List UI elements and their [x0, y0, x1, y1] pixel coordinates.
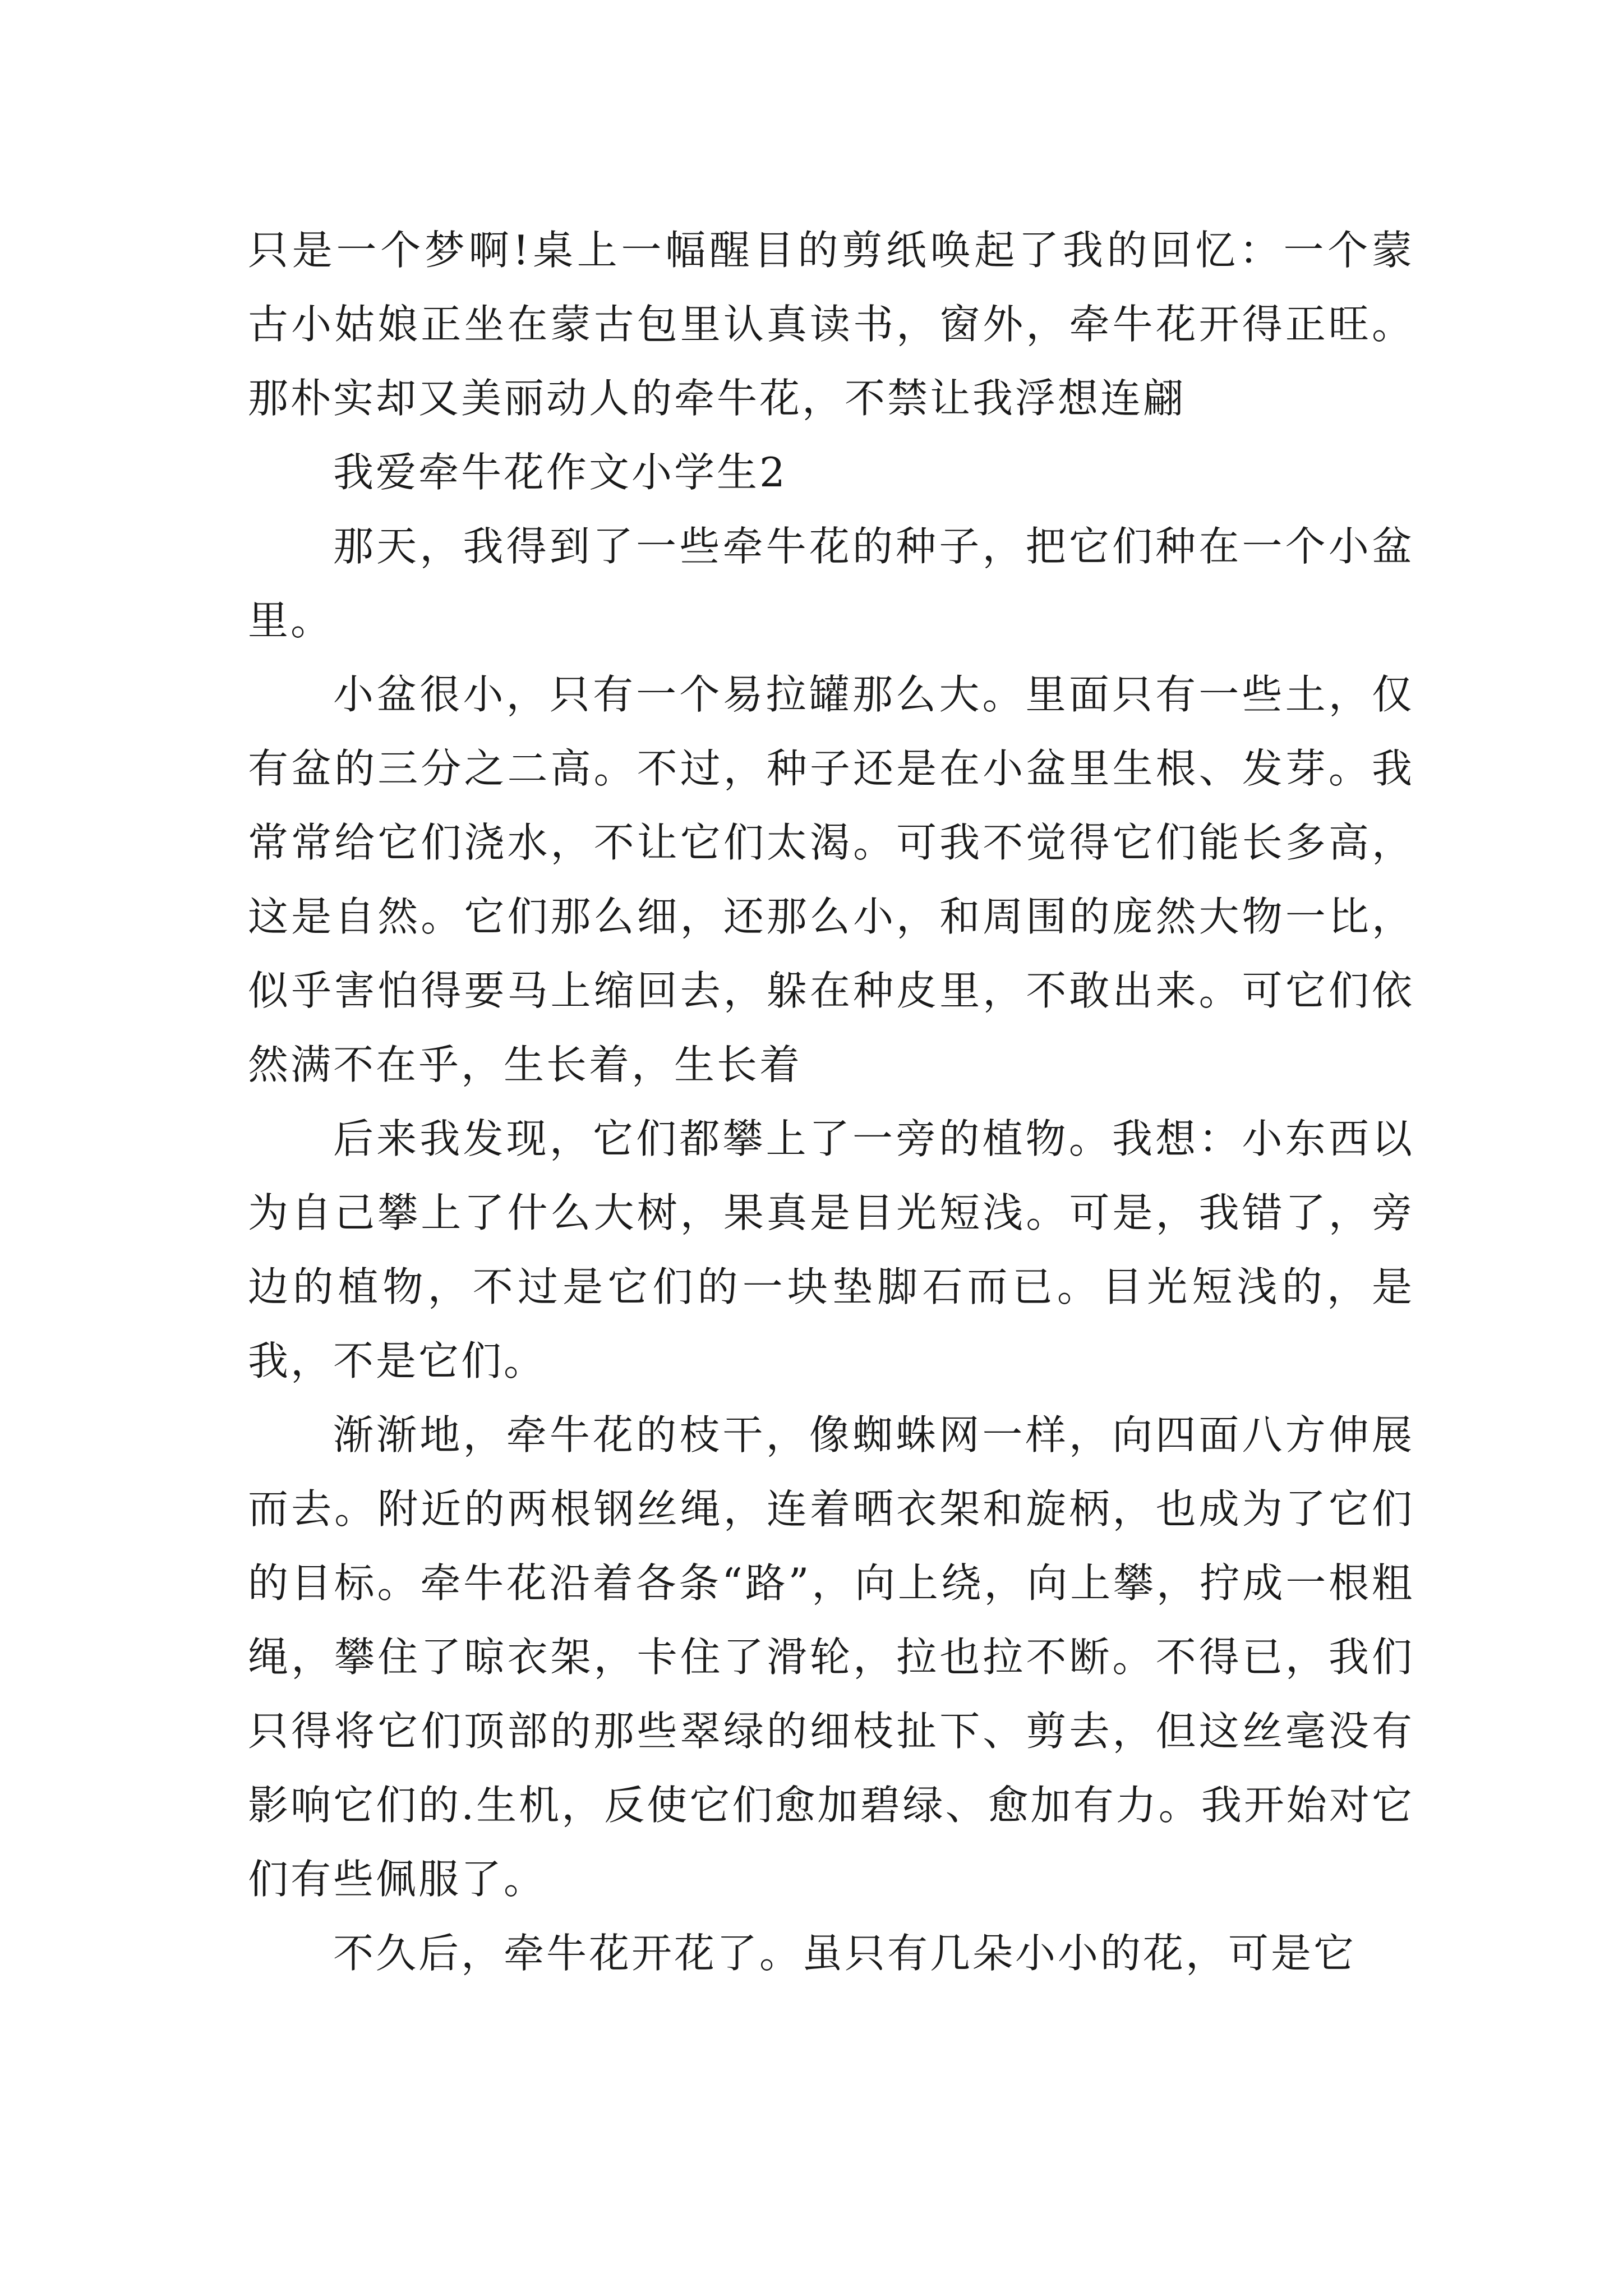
paragraph-3: 小盆很小，只有一个易拉罐那么大。里面只有一些土，仅有盆的三分之二高。不过，种子还是在小盆里生根、发芽。我常常给它们浇水，不让它们太渴。可我不觉得它们能长多高，这是自然。它们那么细，还那么小，和周围的庞然大物一比，似乎害怕得要马上缩回去，躲在种皮里，不敢出来。可它们依然满不在乎，生长着，生长着	[248, 671, 1414, 1088]
paragraph-2: 那天，我得到了一些牵牛花的种子，把它们种在一个小盆里。	[248, 523, 1414, 644]
document-body	[248, 213, 1414, 1990]
paragraph-1: 只是一个梦啊!桌上一幅醒目的剪纸唤起了我的回忆：一个蒙古小姑娘正坐在蒙古包里认真读书，窗外，牵牛花开得正旺。那朴实却又美丽动人的牵牛花，不禁让我浮想连翩	[248, 227, 1414, 422]
paragraph-5: 渐渐地，牵牛花的枝干，像蜘蛛网一样，向四面八方伸展而去。附近的两根钢丝绳，连着晒衣架和旋柄，也成为了它们的目标。牵牛花沿着各条“路”，向上绕，向上攀，拧成一根粗绳，攀住了晾衣架，卡住了滑轮，拉也拉不断。不得已，我们只得将它们顶部的那些翠绿的细枝扯下、剪去，但这丝毫没有影响它们的.生机，反使它们愈加碧绿、愈加有力。我开始对它们有些佩服了。	[248, 1411, 1414, 1903]
section-heading: 我爱牵牛花作文小学生2	[333, 449, 787, 496]
paragraph-6: 不久后，牵牛花开花了。虽只有几朵小小的花，可是它	[333, 1930, 1357, 1977]
paragraph-4: 后来我发现，它们都攀上了一旁的植物。我想：小东西以为自己攀上了什么大树，果真是目光短浅。可是，我错了，旁边的植物，不过是它们的一块垫脚石而已。目光短浅的，是我，不是它们。	[248, 1115, 1414, 1384]
